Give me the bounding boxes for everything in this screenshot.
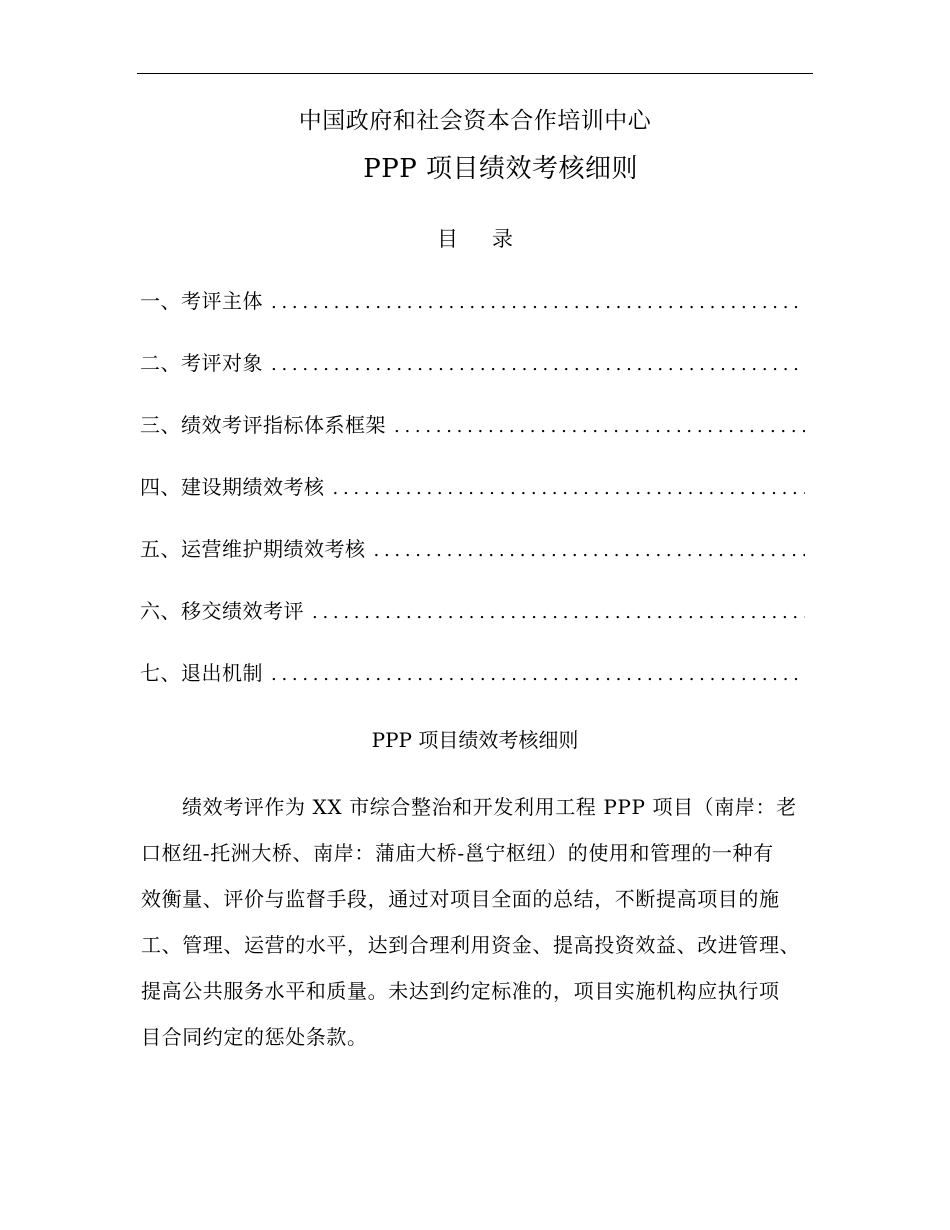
- toc-entry[interactable]: [140, 347, 805, 409]
- toc-entry[interactable]: [140, 409, 805, 471]
- toc-entry[interactable]: [140, 533, 805, 595]
- header-rule: [137, 73, 813, 74]
- section-title: PPP 项目绩效考核细则: [371, 728, 579, 752]
- toc-leader-dots: [366, 535, 806, 567]
- paragraph-line: 绩效考评作为 XX 市综合整治和开发利用工程 PPP 项目（南岸：老: [182, 795, 797, 819]
- organization-name: 中国政府和社会资本合作培训中心: [298, 108, 652, 134]
- toc-entry-label: 七、退出机制: [140, 661, 263, 685]
- toc-heading: [0, 224, 950, 254]
- toc-leader-dots: [386, 411, 805, 443]
- toc-entry-label: 五、运营维护期绩效考核: [140, 537, 366, 561]
- toc-entry-label: 四、建设期绩效考核: [140, 475, 325, 499]
- table-of-contents: [140, 285, 805, 719]
- toc-entry[interactable]: [140, 595, 805, 657]
- body-paragraph: [141, 784, 813, 1060]
- toc-entry[interactable]: [140, 657, 805, 719]
- toc-entry-label: 一、考评主体: [140, 289, 263, 313]
- paragraph-line: 工、管理、运营的水平，达到合理利用资金、提高投资效益、改进管理、: [141, 933, 801, 957]
- toc-heading-right: 录: [492, 227, 513, 251]
- toc-leader-dots: [263, 659, 805, 691]
- toc-leader-dots: [325, 473, 806, 505]
- toc-entry[interactable]: [140, 285, 805, 347]
- document-title: PPP 项目绩效考核细则: [363, 154, 638, 184]
- toc-entry-label: 六、移交绩效考评: [140, 599, 304, 623]
- toc-entry-label: 二、考评对象: [140, 351, 263, 375]
- toc-heading-left: 目: [437, 227, 458, 251]
- toc-leader-dots: [263, 349, 805, 381]
- toc-leader-dots: [304, 597, 805, 629]
- toc-entry-label: 三、绩效考评指标体系框架: [140, 413, 386, 437]
- toc-entry[interactable]: [140, 471, 805, 533]
- paragraph-line: 效衡量、评价与监督手段，通过对项目全面的总结，不断提高项目的施: [141, 887, 780, 911]
- paragraph-line: 提高公共服务水平和质量。未达到约定标准的，项目实施机构应执行项: [141, 979, 780, 1003]
- toc-leader-dots: [263, 287, 805, 319]
- paragraph-line: 目合同约定的惩处条款。: [141, 1025, 368, 1049]
- paragraph-line: 口枢纽-托洲大桥、南岸：蒲庙大桥-邕宁枢纽）的使用和管理的一种有: [141, 841, 774, 865]
